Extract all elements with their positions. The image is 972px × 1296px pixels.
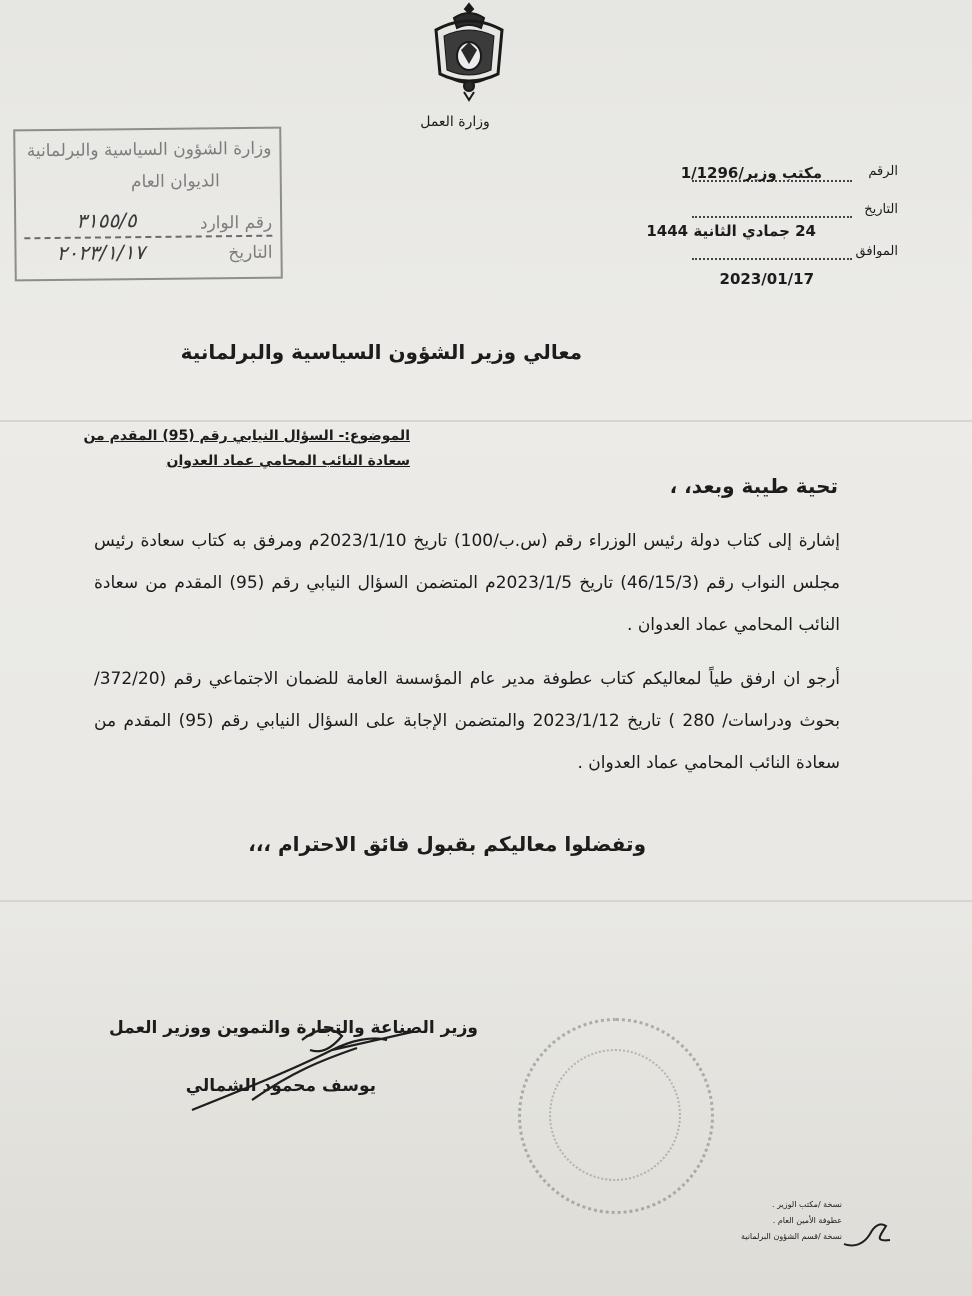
stamp-date-value: ٢٠٢٣/١/١٧ <box>56 240 146 265</box>
stamp-office: الديوان العام <box>130 171 220 193</box>
handwritten-initials-icon <box>840 1214 900 1254</box>
stamp-ministry: وزارة الشؤون السياسية والبرلمانية <box>26 138 272 162</box>
subject-line-1: الموضوع:- السؤال النيابي رقم (95) المقدم من <box>83 428 410 444</box>
handwritten-signature-icon <box>182 1010 442 1120</box>
paper-fold <box>0 900 972 902</box>
letter-addressee: معالي وزير الشؤون السياسية والبرلمانية <box>180 340 582 364</box>
subject-line-2: سعادة النائب المحامي عماد العدوان <box>166 453 410 469</box>
ref-date-hijri: 24 جمادي الثانية 1444 <box>646 222 816 240</box>
letter-greeting: تحية طيبة وبعد، ، <box>669 474 838 498</box>
letter-subject <box>83 424 410 474</box>
ref-corresponding-label: الموافق <box>855 244 898 259</box>
cc-line-1: نسخة /مكتب الوزير . <box>772 1200 842 1209</box>
royal-emblem-icon <box>428 0 510 102</box>
letter-paragraph-2: أرجو ان ارفق طياً لمعاليكم كتاب عطوفة مدير عام المؤسسة العامة للضمان الاجتماعي رقم (372/20/بحوث ودراسات/ 280 ) تاريخ 2023/1/12 والمتضمن الإجابة على السؤال النيابي رقم (95) المقدم من سعادة النائب المحامي عماد العدوان . <box>94 669 840 773</box>
stamp-date-label: التاريخ <box>228 242 273 264</box>
stamp-number-value: ٣١٥٥/٥ <box>76 208 137 233</box>
ref-date-gregorian: 2023/01/17 <box>719 270 814 288</box>
ministry-name: وزارة العمل <box>420 114 490 130</box>
ref-corresponding-dots <box>692 258 852 260</box>
cc-line-2: عطوفة الأمين العام . <box>772 1216 842 1225</box>
stamp-divider <box>24 235 272 240</box>
ref-number-label: الرقم <box>868 164 898 179</box>
paper-fold <box>0 420 972 422</box>
received-stamp <box>13 127 283 282</box>
letter-paragraph-1: إشارة إلى كتاب دولة رئيس الوزراء رقم (س.ب/100) تاريخ 2023/1/10م ومرفق به كتاب سعادة رئيس مجلس النواب رقم (46/15/3) تاريخ 2023/1/5م المتضمن السؤال النيابي رقم (95) المقدم من سعادة النائب المحامي عماد العدوان . <box>94 531 841 635</box>
signer-title: وزير الصناعة والتجارة والتموين ووزير العمل <box>109 1018 478 1038</box>
cc-line-3: نسخة /قسم الشؤون البرلمانية <box>740 1232 842 1241</box>
ref-number-value: مكتب وزير/1/1296 <box>680 164 822 182</box>
ref-date-label: التاريخ <box>864 202 898 217</box>
letter-closing: وتفضلوا معاليكم بقبول فائق الاحترام ،،، <box>248 832 646 856</box>
signer-name: يوسف محمود الشمالي <box>185 1076 376 1096</box>
ref-date-dots <box>692 216 852 218</box>
ministry-seal-icon <box>518 1018 714 1214</box>
stamp-number-label: رقم الوارد <box>199 212 273 234</box>
